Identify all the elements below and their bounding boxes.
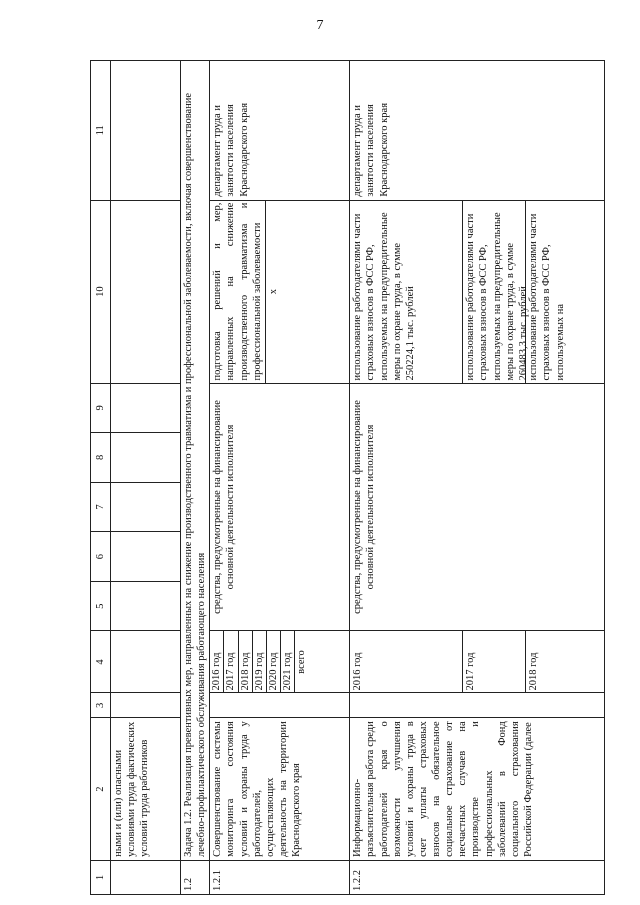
year-label: 2018 год [528,652,540,691]
measure-name: Совершенствование системы мониторинга состояния условий и охраны труда у работодателей, осуществляющих деятельность на территории Краснодарского края [210,718,350,861]
row-number: 1.2.1 [210,860,350,894]
year-label: 2019 год [253,632,267,693]
row-number: 1.2.2 [350,860,605,894]
year-label: 2020 год [267,632,281,693]
rotated-table-container [90,60,605,895]
col-header-4: 4 [91,631,111,693]
year-label: 2018 год [239,632,253,693]
years-cell [350,631,605,693]
executor: департамент труда и занятости населения Краснодарского края [350,61,605,201]
funding-source: средства, предусмотренные на финансирование основной деятельности исполнителя [350,383,605,631]
result-cell [350,200,605,383]
task-number: 1.2 [181,860,210,894]
year-label: 2016 год [350,632,463,693]
col-header-2: 2 [91,718,111,861]
table-row-previous [111,61,181,895]
expected-result-2018: использование работодателями части страховых взносов в ФСС РФ, используемых на [528,213,566,381]
col-header-8: 8 [91,433,111,483]
years-cell [210,631,350,693]
col-header-11: 11 [91,61,111,201]
cell-text: ными и (или) опасными условиями труда фактических условий труда работников [111,718,181,861]
col-header-6: 6 [91,532,111,582]
header-row [91,61,111,895]
task-row [181,61,210,895]
executor: департамент труда и занятости населения Краснодарского края [210,61,350,201]
col-header-1: 1 [91,860,111,894]
result-cell [210,200,350,383]
col-header-9: 9 [91,383,111,433]
col-header-10: 10 [91,200,111,383]
expected-result: подготовка решений и мер, направленных на снижение производственного травматизма и профессиональной заболеваемости [210,201,266,383]
year-label: 2017 год [224,632,238,693]
col-header-3: 3 [91,693,111,718]
program-table [90,60,605,895]
year-total-label: всего [296,650,307,674]
task-description: Задача 1.2. Реализация превентивных мер, направленных на снижение производственного травматизма и профессиональной заболеваемости, включая совершенствование лечебно-профилактического обслуживания работающего населения [181,61,210,861]
col-header-5: 5 [91,581,111,631]
year-label: 2017 год [463,632,526,693]
page-number: 7 [316,18,324,33]
table-row-1-2-1 [210,61,350,895]
table-row-1-2-2 [350,61,605,895]
expected-result-2017: использование работодателями части страховых взносов в ФСС РФ, используемых на предупредительные меры по охране труда, в сумме 260483,3 тыс. рублей [463,201,526,383]
expected-result-2016: использование работодателями части страховых взносов в ФСС РФ, используемых на предупредительные меры по охране труда, в сумме 250224,1 тыс. рублей [350,201,463,383]
year-label: 2016 год [210,632,224,693]
funding-source: средства, предусмотренные на финансирование основной деятельности исполнителя [210,383,350,631]
year-label: 2021 год [281,632,295,693]
measure-name: Информационно-разъяснительная работа среди работодателей края о возможности улучшения условий и охраны труда в счет уплаты страховых взносов на обязательное социальное страхование от несчастных случаев на производстве и профессиональных заболеваний в Фонд социального страхования Российской Федерации (далее [350,718,605,861]
result-placeholder: х [267,288,279,295]
col-header-7: 7 [91,482,111,532]
